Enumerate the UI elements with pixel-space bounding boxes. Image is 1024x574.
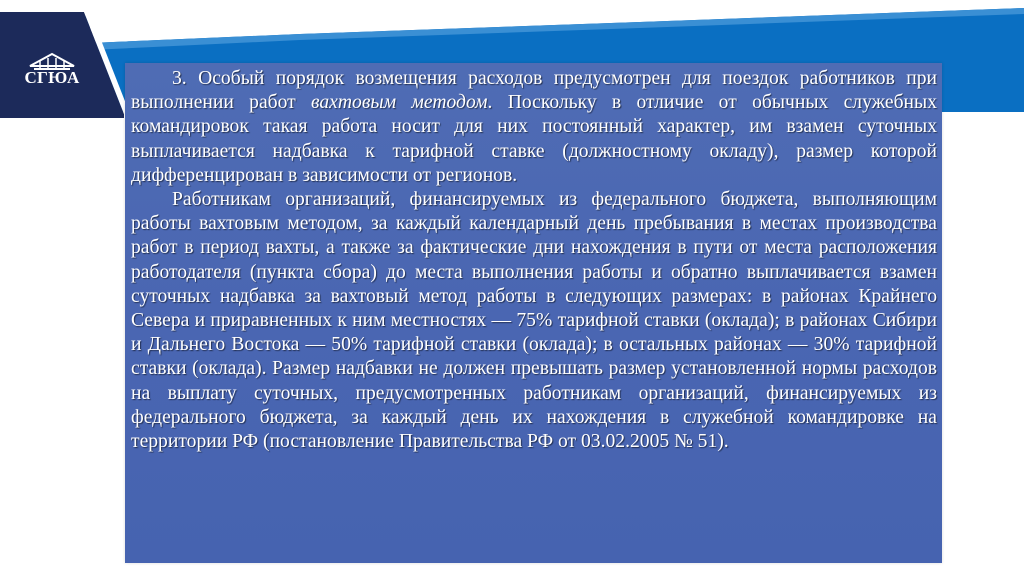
logo-text: СГЮА <box>24 68 80 87</box>
logo <box>16 46 88 96</box>
body-text <box>131 67 937 454</box>
paragraph-2: Работникам организаций, финансируемых из федерального бюджета, выполняющим работы вахтовым методом, за каждый календарный день пребывания в местах производства работ в период вахты, а также за фактические дни нахождения в пути от места расположения работодателя (пункта сбора) до места выполнения работы и обратно выплачивается взамен суточных надбавка за вахтовый метод работы в следующих размерах: в районах Крайнего Севера и приравненных к ним местностях — 75% тарифной ставки (оклада); в районах Сибири и Дальнего Востока — 50% тарифной ставки (оклада); в остальных районах — 30% тарифной ставки (оклада). Размер надбавки не должен превышать размер установленной нормы расходов на выплату суточных, предусмотренных работникам организаций, финансируемых из федерального бюджета, за каждый день их нахождения в служебной командировке на территории РФ (постановление Правительства РФ от 03.02.2005 № 51). <box>131 189 937 453</box>
paragraph-1 <box>131 67 937 188</box>
content-box <box>125 63 942 563</box>
paragraph-1-part-1: 3. Особый порядок возмещения расходов предусмотрен для поездок работников при выполнении работ <box>131 68 937 114</box>
paragraph-1-italic: вахтовым методом <box>311 92 488 114</box>
paragraph-1-part-2: . Поскольку в отличие от обычных служебных командировок такая работа носит для них постоянный характер, им взамен суточных выплачивается надбавка к тарифной ставке (должностному окладу), размер которой дифференцирован в зависимости от регионов. <box>131 92 938 186</box>
